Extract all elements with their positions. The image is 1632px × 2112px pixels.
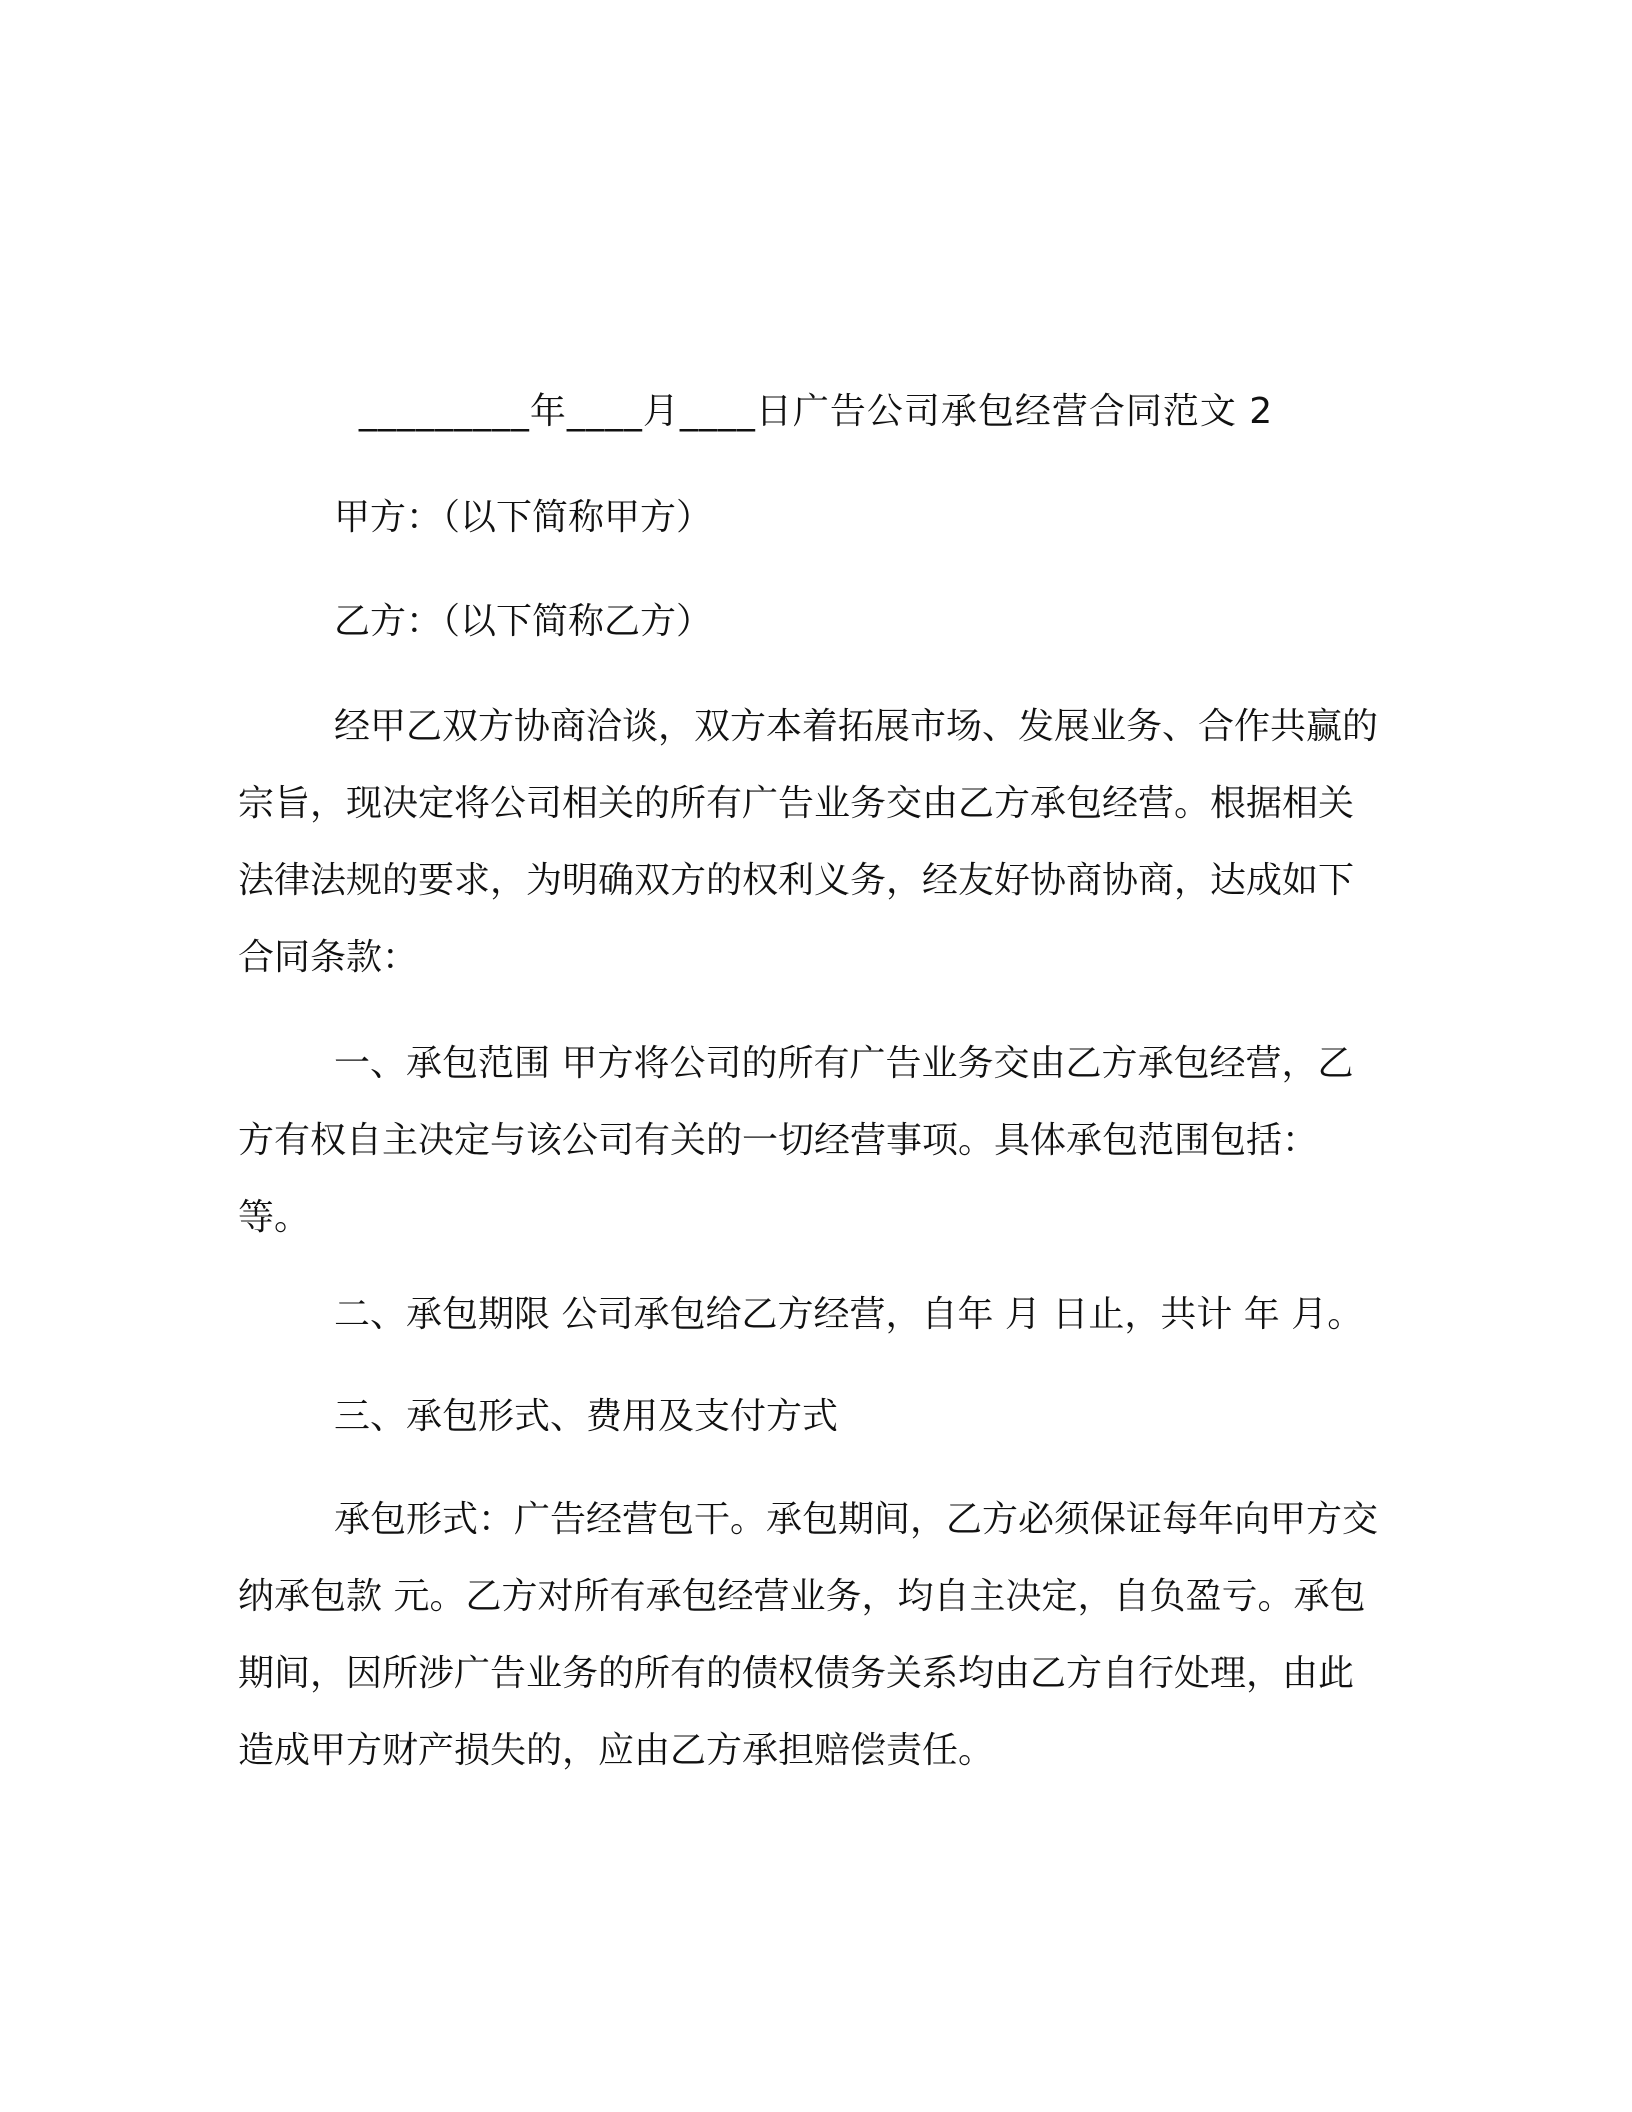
paragraph-intro: 经甲乙双方协商洽谈，双方本着拓展市场、发展业务、合作共赢的宗旨，现决定将公司相关的所有广告业务交由乙方承包经营。根据相关法律法规的要求，为明确双方的权利义务，经友好协商协商，达成如下合同条款： [238, 706, 1379, 978]
document-title: _________年____月____日广告公司承包经营合同范文 2 [358, 391, 1274, 432]
paragraph-scope: 一、承包范围 甲方将公司的所有广告业务交由乙方承包经营，乙方有权自主决定与该公司有关的一切经营事项。具体承包范围包括：等。 [238, 1043, 1354, 1238]
party-a-line: 甲方：（以下简称甲方） [334, 497, 713, 538]
paragraph-form-details: 承包形式：广告经营包干。承包期间，乙方必须保证每年向甲方交纳承包款 元。乙方对所有承包经营业务，均自主决定，自负盈亏。承包期间，因所涉广告业务的所有的债权债务关系均由乙方自行处理，由此造成甲方财产损失的，应由乙方承担赔偿责任。 [238, 1499, 1379, 1771]
paragraph-term: 二、承包期限 公司承包给乙方经营，自年 月 日止，共计 年 月。 [334, 1294, 1364, 1335]
party-b-line: 乙方：（以下简称乙方） [334, 601, 713, 642]
paragraph-form-heading: 三、承包形式、费用及支付方式 [334, 1396, 839, 1437]
